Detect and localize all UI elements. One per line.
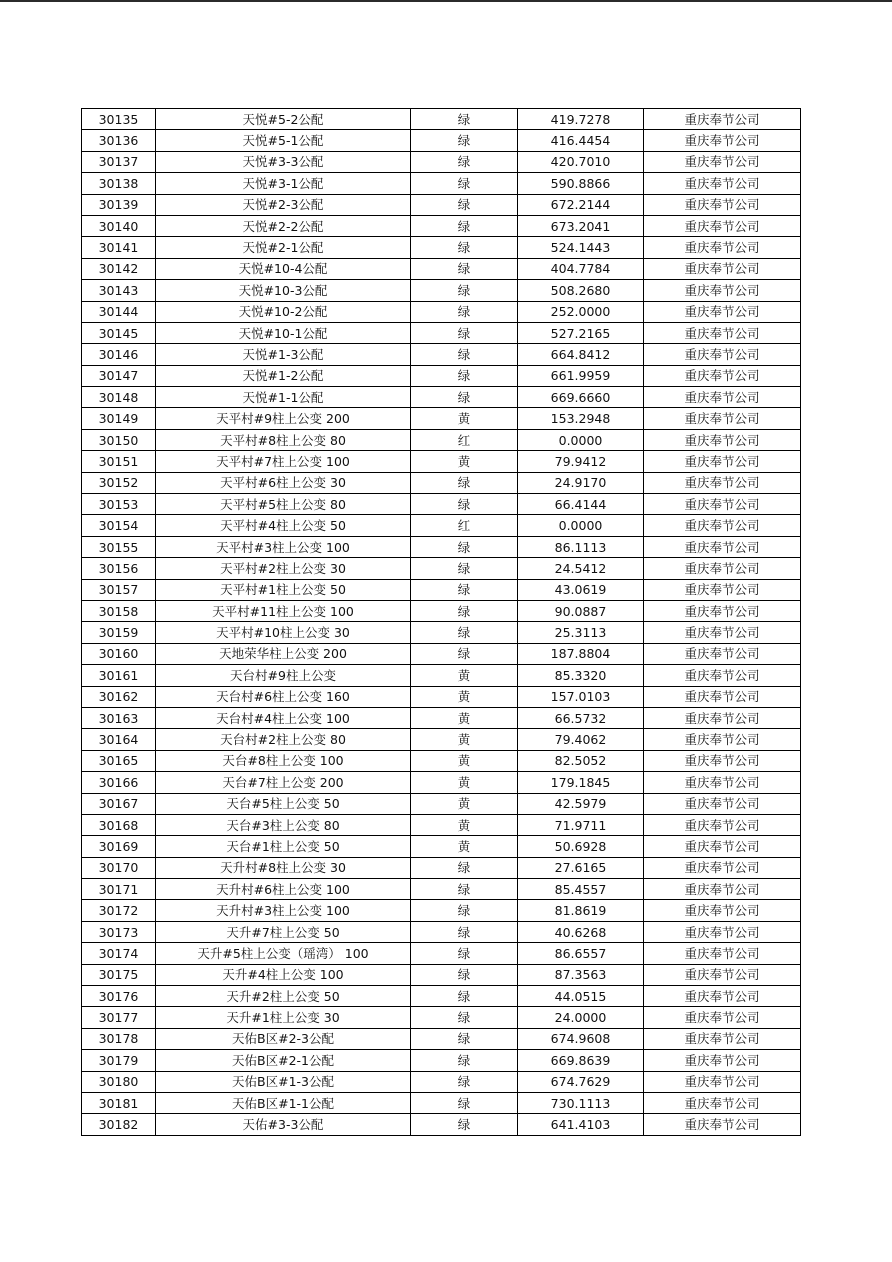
station-name-cell: 天悦#3-1公配 [156,173,411,194]
company-cell: 重庆奉节公司 [644,1114,801,1135]
company-cell: 重庆奉节公司 [644,151,801,172]
value-cell: 527.2165 [518,322,644,343]
value-cell: 42.5979 [518,793,644,814]
row-id-cell: 30160 [82,643,156,664]
company-cell: 重庆奉节公司 [644,1007,801,1028]
value-cell: 87.3563 [518,964,644,985]
value-cell: 85.3320 [518,665,644,686]
station-name-cell: 天平村#4柱上公变 50 [156,515,411,536]
status-color-cell: 绿 [411,173,518,194]
table-row [82,986,801,1007]
table-row [82,472,801,493]
value-cell: 420.7010 [518,151,644,172]
value-cell: 82.5052 [518,750,644,771]
status-color-cell: 黄 [411,408,518,429]
row-id-cell: 30136 [82,130,156,151]
row-id-cell: 30142 [82,258,156,279]
status-color-cell: 绿 [411,472,518,493]
station-name-cell: 天悦#5-2公配 [156,109,411,130]
station-name-cell: 天台村#6柱上公变 160 [156,686,411,707]
table-row [82,921,801,942]
company-cell: 重庆奉节公司 [644,387,801,408]
value-cell: 252.0000 [518,301,644,322]
station-name-cell: 天台#3柱上公变 80 [156,814,411,835]
status-color-cell: 黄 [411,750,518,771]
value-cell: 90.0887 [518,600,644,621]
row-id-cell: 30147 [82,365,156,386]
row-id-cell: 30167 [82,793,156,814]
value-cell: 0.0000 [518,515,644,536]
table-row [82,387,801,408]
status-color-cell: 绿 [411,494,518,515]
table-row [82,943,801,964]
value-cell: 669.6660 [518,387,644,408]
row-id-cell: 30169 [82,836,156,857]
station-name-cell: 天佑#3-3公配 [156,1114,411,1135]
company-cell: 重庆奉节公司 [644,1071,801,1092]
table-row [82,194,801,215]
row-id-cell: 30158 [82,600,156,621]
status-color-cell: 绿 [411,151,518,172]
company-cell: 重庆奉节公司 [644,686,801,707]
status-color-cell: 绿 [411,536,518,557]
station-name-cell: 天悦#1-2公配 [156,365,411,386]
table-row [82,408,801,429]
status-color-cell: 红 [411,429,518,450]
row-id-cell: 30182 [82,1114,156,1135]
company-cell: 重庆奉节公司 [644,429,801,450]
station-name-cell: 天地荣华柱上公变 200 [156,643,411,664]
table-row [82,665,801,686]
value-cell: 669.8639 [518,1050,644,1071]
value-cell: 641.4103 [518,1114,644,1135]
status-color-cell: 黄 [411,665,518,686]
status-color-cell: 黄 [411,772,518,793]
table-row [82,836,801,857]
table-row [82,237,801,258]
station-name-cell: 天平村#6柱上公变 30 [156,472,411,493]
value-cell: 79.9412 [518,451,644,472]
status-color-cell: 绿 [411,558,518,579]
table-row [82,707,801,728]
status-color-cell: 黄 [411,729,518,750]
station-name-cell: 天佑B区#2-3公配 [156,1028,411,1049]
station-name-cell: 天悦#10-1公配 [156,322,411,343]
company-cell: 重庆奉节公司 [644,772,801,793]
row-id-cell: 30139 [82,194,156,215]
table-row [82,494,801,515]
value-cell: 79.4062 [518,729,644,750]
status-color-cell: 绿 [411,387,518,408]
company-cell: 重庆奉节公司 [644,451,801,472]
company-cell: 重庆奉节公司 [644,322,801,343]
status-color-cell: 绿 [411,130,518,151]
company-cell: 重庆奉节公司 [644,836,801,857]
status-color-cell: 绿 [411,643,518,664]
table-row [82,750,801,771]
row-id-cell: 30181 [82,1092,156,1113]
station-name-cell: 天平村#10柱上公变 30 [156,622,411,643]
station-name-cell: 天悦#10-3公配 [156,280,411,301]
row-id-cell: 30172 [82,900,156,921]
row-id-cell: 30149 [82,408,156,429]
row-id-cell: 30154 [82,515,156,536]
company-cell: 重庆奉节公司 [644,793,801,814]
status-color-cell: 绿 [411,344,518,365]
table-row [82,879,801,900]
status-color-cell: 绿 [411,1028,518,1049]
value-cell: 416.4454 [518,130,644,151]
table-row [82,686,801,707]
table-row [82,1007,801,1028]
status-color-cell: 红 [411,515,518,536]
row-id-cell: 30168 [82,814,156,835]
table-body [82,109,801,1136]
value-cell: 81.8619 [518,900,644,921]
table-row [82,857,801,878]
table-row [82,643,801,664]
row-id-cell: 30143 [82,280,156,301]
status-color-cell: 黄 [411,836,518,857]
value-cell: 179.1845 [518,772,644,793]
company-cell: 重庆奉节公司 [644,1028,801,1049]
station-name-cell: 天平村#11柱上公变 100 [156,600,411,621]
station-name-cell: 天升村#6柱上公变 100 [156,879,411,900]
station-name-cell: 天平村#7柱上公变 100 [156,451,411,472]
row-id-cell: 30155 [82,536,156,557]
company-cell: 重庆奉节公司 [644,194,801,215]
row-id-cell: 30177 [82,1007,156,1028]
company-cell: 重庆奉节公司 [644,943,801,964]
table-row [82,280,801,301]
status-color-cell: 黄 [411,793,518,814]
company-cell: 重庆奉节公司 [644,515,801,536]
value-cell: 674.7629 [518,1071,644,1092]
company-cell: 重庆奉节公司 [644,665,801,686]
row-id-cell: 30156 [82,558,156,579]
station-name-cell: 天佑B区#1-3公配 [156,1071,411,1092]
value-cell: 419.7278 [518,109,644,130]
station-name-cell: 天平村#8柱上公变 80 [156,429,411,450]
value-cell: 664.8412 [518,344,644,365]
status-color-cell: 黄 [411,707,518,728]
station-name-cell: 天平村#3柱上公变 100 [156,536,411,557]
station-name-cell: 天悦#10-2公配 [156,301,411,322]
value-cell: 44.0515 [518,986,644,1007]
row-id-cell: 30162 [82,686,156,707]
company-cell: 重庆奉节公司 [644,365,801,386]
value-cell: 404.7784 [518,258,644,279]
station-name-cell: 天台村#9柱上公变 [156,665,411,686]
value-cell: 672.2144 [518,194,644,215]
company-cell: 重庆奉节公司 [644,600,801,621]
table-row [82,1114,801,1135]
table-row [82,964,801,985]
station-name-cell: 天佑B区#2-1公配 [156,1050,411,1071]
row-id-cell: 30166 [82,772,156,793]
status-color-cell: 绿 [411,600,518,621]
station-name-cell: 天台#7柱上公变 200 [156,772,411,793]
company-cell: 重庆奉节公司 [644,1050,801,1071]
station-name-cell: 天升#4柱上公变 100 [156,964,411,985]
company-cell: 重庆奉节公司 [644,643,801,664]
table-row [82,130,801,151]
value-cell: 27.6165 [518,857,644,878]
row-id-cell: 30140 [82,215,156,236]
value-cell: 673.2041 [518,215,644,236]
value-cell: 524.1443 [518,237,644,258]
value-cell: 153.2948 [518,408,644,429]
table-row [82,1050,801,1071]
table-row [82,600,801,621]
table-row [82,344,801,365]
row-id-cell: 30174 [82,943,156,964]
company-cell: 重庆奉节公司 [644,879,801,900]
station-name-cell: 天悦#5-1公配 [156,130,411,151]
station-name-cell: 天悦#1-1公配 [156,387,411,408]
station-name-cell: 天悦#1-3公配 [156,344,411,365]
table-row [82,536,801,557]
company-cell: 重庆奉节公司 [644,964,801,985]
value-cell: 674.9608 [518,1028,644,1049]
table-row [82,900,801,921]
table-row [82,1071,801,1092]
page-top-rule [0,0,892,2]
table-row [82,301,801,322]
status-color-cell: 绿 [411,1071,518,1092]
row-id-cell: 30163 [82,707,156,728]
table-row [82,1092,801,1113]
row-id-cell: 30138 [82,173,156,194]
row-id-cell: 30175 [82,964,156,985]
station-name-cell: 天佑B区#1-1公配 [156,1092,411,1113]
table-row [82,729,801,750]
company-cell: 重庆奉节公司 [644,301,801,322]
station-name-cell: 天悦#3-3公配 [156,151,411,172]
company-cell: 重庆奉节公司 [644,986,801,1007]
station-name-cell: 天升#7柱上公变 50 [156,921,411,942]
value-cell: 157.0103 [518,686,644,707]
station-name-cell: 天升#2柱上公变 50 [156,986,411,1007]
station-name-cell: 天台#5柱上公变 50 [156,793,411,814]
station-name-cell: 天悦#2-2公配 [156,215,411,236]
status-color-cell: 黄 [411,686,518,707]
value-cell: 508.2680 [518,280,644,301]
status-color-cell: 绿 [411,857,518,878]
station-name-cell: 天升村#8柱上公变 30 [156,857,411,878]
station-name-cell: 天台#1柱上公变 50 [156,836,411,857]
company-cell: 重庆奉节公司 [644,729,801,750]
value-cell: 590.8866 [518,173,644,194]
value-cell: 24.5412 [518,558,644,579]
table-row [82,772,801,793]
value-cell: 0.0000 [518,429,644,450]
row-id-cell: 30171 [82,879,156,900]
value-cell: 66.4144 [518,494,644,515]
table-row [82,215,801,236]
company-cell: 重庆奉节公司 [644,258,801,279]
status-color-cell: 绿 [411,1092,518,1113]
value-cell: 71.9711 [518,814,644,835]
row-id-cell: 30179 [82,1050,156,1071]
row-id-cell: 30180 [82,1071,156,1092]
company-cell: 重庆奉节公司 [644,1092,801,1113]
company-cell: 重庆奉节公司 [644,280,801,301]
company-cell: 重庆奉节公司 [644,900,801,921]
company-cell: 重庆奉节公司 [644,750,801,771]
status-color-cell: 绿 [411,1050,518,1071]
status-color-cell: 绿 [411,986,518,1007]
status-color-cell: 绿 [411,215,518,236]
row-id-cell: 30178 [82,1028,156,1049]
value-cell: 66.5732 [518,707,644,728]
row-id-cell: 30170 [82,857,156,878]
row-id-cell: 30137 [82,151,156,172]
table-row [82,793,801,814]
table-row [82,173,801,194]
company-cell: 重庆奉节公司 [644,622,801,643]
row-id-cell: 30144 [82,301,156,322]
table-row [82,429,801,450]
data-table [81,108,801,1136]
row-id-cell: 30150 [82,429,156,450]
status-color-cell: 绿 [411,258,518,279]
value-cell: 661.9959 [518,365,644,386]
value-cell: 86.6557 [518,943,644,964]
value-cell: 50.6928 [518,836,644,857]
table-row [82,558,801,579]
station-name-cell: 天平村#5柱上公变 80 [156,494,411,515]
station-name-cell: 天平村#2柱上公变 30 [156,558,411,579]
company-cell: 重庆奉节公司 [644,579,801,600]
value-cell: 24.0000 [518,1007,644,1028]
row-id-cell: 30165 [82,750,156,771]
station-name-cell: 天悦#2-3公配 [156,194,411,215]
status-color-cell: 绿 [411,921,518,942]
station-name-cell: 天升村#3柱上公变 100 [156,900,411,921]
station-name-cell: 天台#8柱上公变 100 [156,750,411,771]
company-cell: 重庆奉节公司 [644,857,801,878]
status-color-cell: 绿 [411,237,518,258]
station-name-cell: 天平村#9柱上公变 200 [156,408,411,429]
company-cell: 重庆奉节公司 [644,707,801,728]
row-id-cell: 30141 [82,237,156,258]
company-cell: 重庆奉节公司 [644,814,801,835]
company-cell: 重庆奉节公司 [644,408,801,429]
status-color-cell: 绿 [411,964,518,985]
status-color-cell: 绿 [411,365,518,386]
value-cell: 25.3113 [518,622,644,643]
row-id-cell: 30152 [82,472,156,493]
company-cell: 重庆奉节公司 [644,215,801,236]
table-row [82,814,801,835]
value-cell: 40.6268 [518,921,644,942]
station-name-cell: 天升#1柱上公变 30 [156,1007,411,1028]
status-color-cell: 绿 [411,194,518,215]
row-id-cell: 30164 [82,729,156,750]
row-id-cell: 30159 [82,622,156,643]
row-id-cell: 30151 [82,451,156,472]
row-id-cell: 30153 [82,494,156,515]
row-id-cell: 30176 [82,986,156,1007]
company-cell: 重庆奉节公司 [644,344,801,365]
status-color-cell: 绿 [411,1114,518,1135]
table-row [82,622,801,643]
status-color-cell: 绿 [411,301,518,322]
row-id-cell: 30161 [82,665,156,686]
value-cell: 187.8804 [518,643,644,664]
station-name-cell: 天升#5柱上公变（瑶湾） 100 [156,943,411,964]
value-cell: 85.4557 [518,879,644,900]
status-color-cell: 绿 [411,322,518,343]
row-id-cell: 30148 [82,387,156,408]
status-color-cell: 绿 [411,1007,518,1028]
status-color-cell: 绿 [411,900,518,921]
value-cell: 730.1113 [518,1092,644,1113]
company-cell: 重庆奉节公司 [644,558,801,579]
status-color-cell: 绿 [411,280,518,301]
station-name-cell: 天平村#1柱上公变 50 [156,579,411,600]
value-cell: 43.0619 [518,579,644,600]
value-cell: 24.9170 [518,472,644,493]
table-row [82,109,801,130]
value-cell: 86.1113 [518,536,644,557]
station-name-cell: 天台村#4柱上公变 100 [156,707,411,728]
status-color-cell: 绿 [411,109,518,130]
row-id-cell: 30157 [82,579,156,600]
status-color-cell: 绿 [411,879,518,900]
row-id-cell: 30145 [82,322,156,343]
status-color-cell: 黄 [411,814,518,835]
row-id-cell: 30173 [82,921,156,942]
table-row [82,365,801,386]
row-id-cell: 30135 [82,109,156,130]
station-name-cell: 天悦#10-4公配 [156,258,411,279]
company-cell: 重庆奉节公司 [644,921,801,942]
table-row [82,258,801,279]
table-row [82,579,801,600]
table-row [82,515,801,536]
table-row [82,322,801,343]
table-row [82,451,801,472]
status-color-cell: 绿 [411,622,518,643]
station-name-cell: 天悦#2-1公配 [156,237,411,258]
company-cell: 重庆奉节公司 [644,494,801,515]
status-color-cell: 绿 [411,943,518,964]
table-row [82,151,801,172]
company-cell: 重庆奉节公司 [644,109,801,130]
company-cell: 重庆奉节公司 [644,472,801,493]
row-id-cell: 30146 [82,344,156,365]
status-color-cell: 黄 [411,451,518,472]
station-name-cell: 天台村#2柱上公变 80 [156,729,411,750]
company-cell: 重庆奉节公司 [644,173,801,194]
table-row [82,1028,801,1049]
company-cell: 重庆奉节公司 [644,130,801,151]
company-cell: 重庆奉节公司 [644,237,801,258]
status-color-cell: 绿 [411,579,518,600]
company-cell: 重庆奉节公司 [644,536,801,557]
